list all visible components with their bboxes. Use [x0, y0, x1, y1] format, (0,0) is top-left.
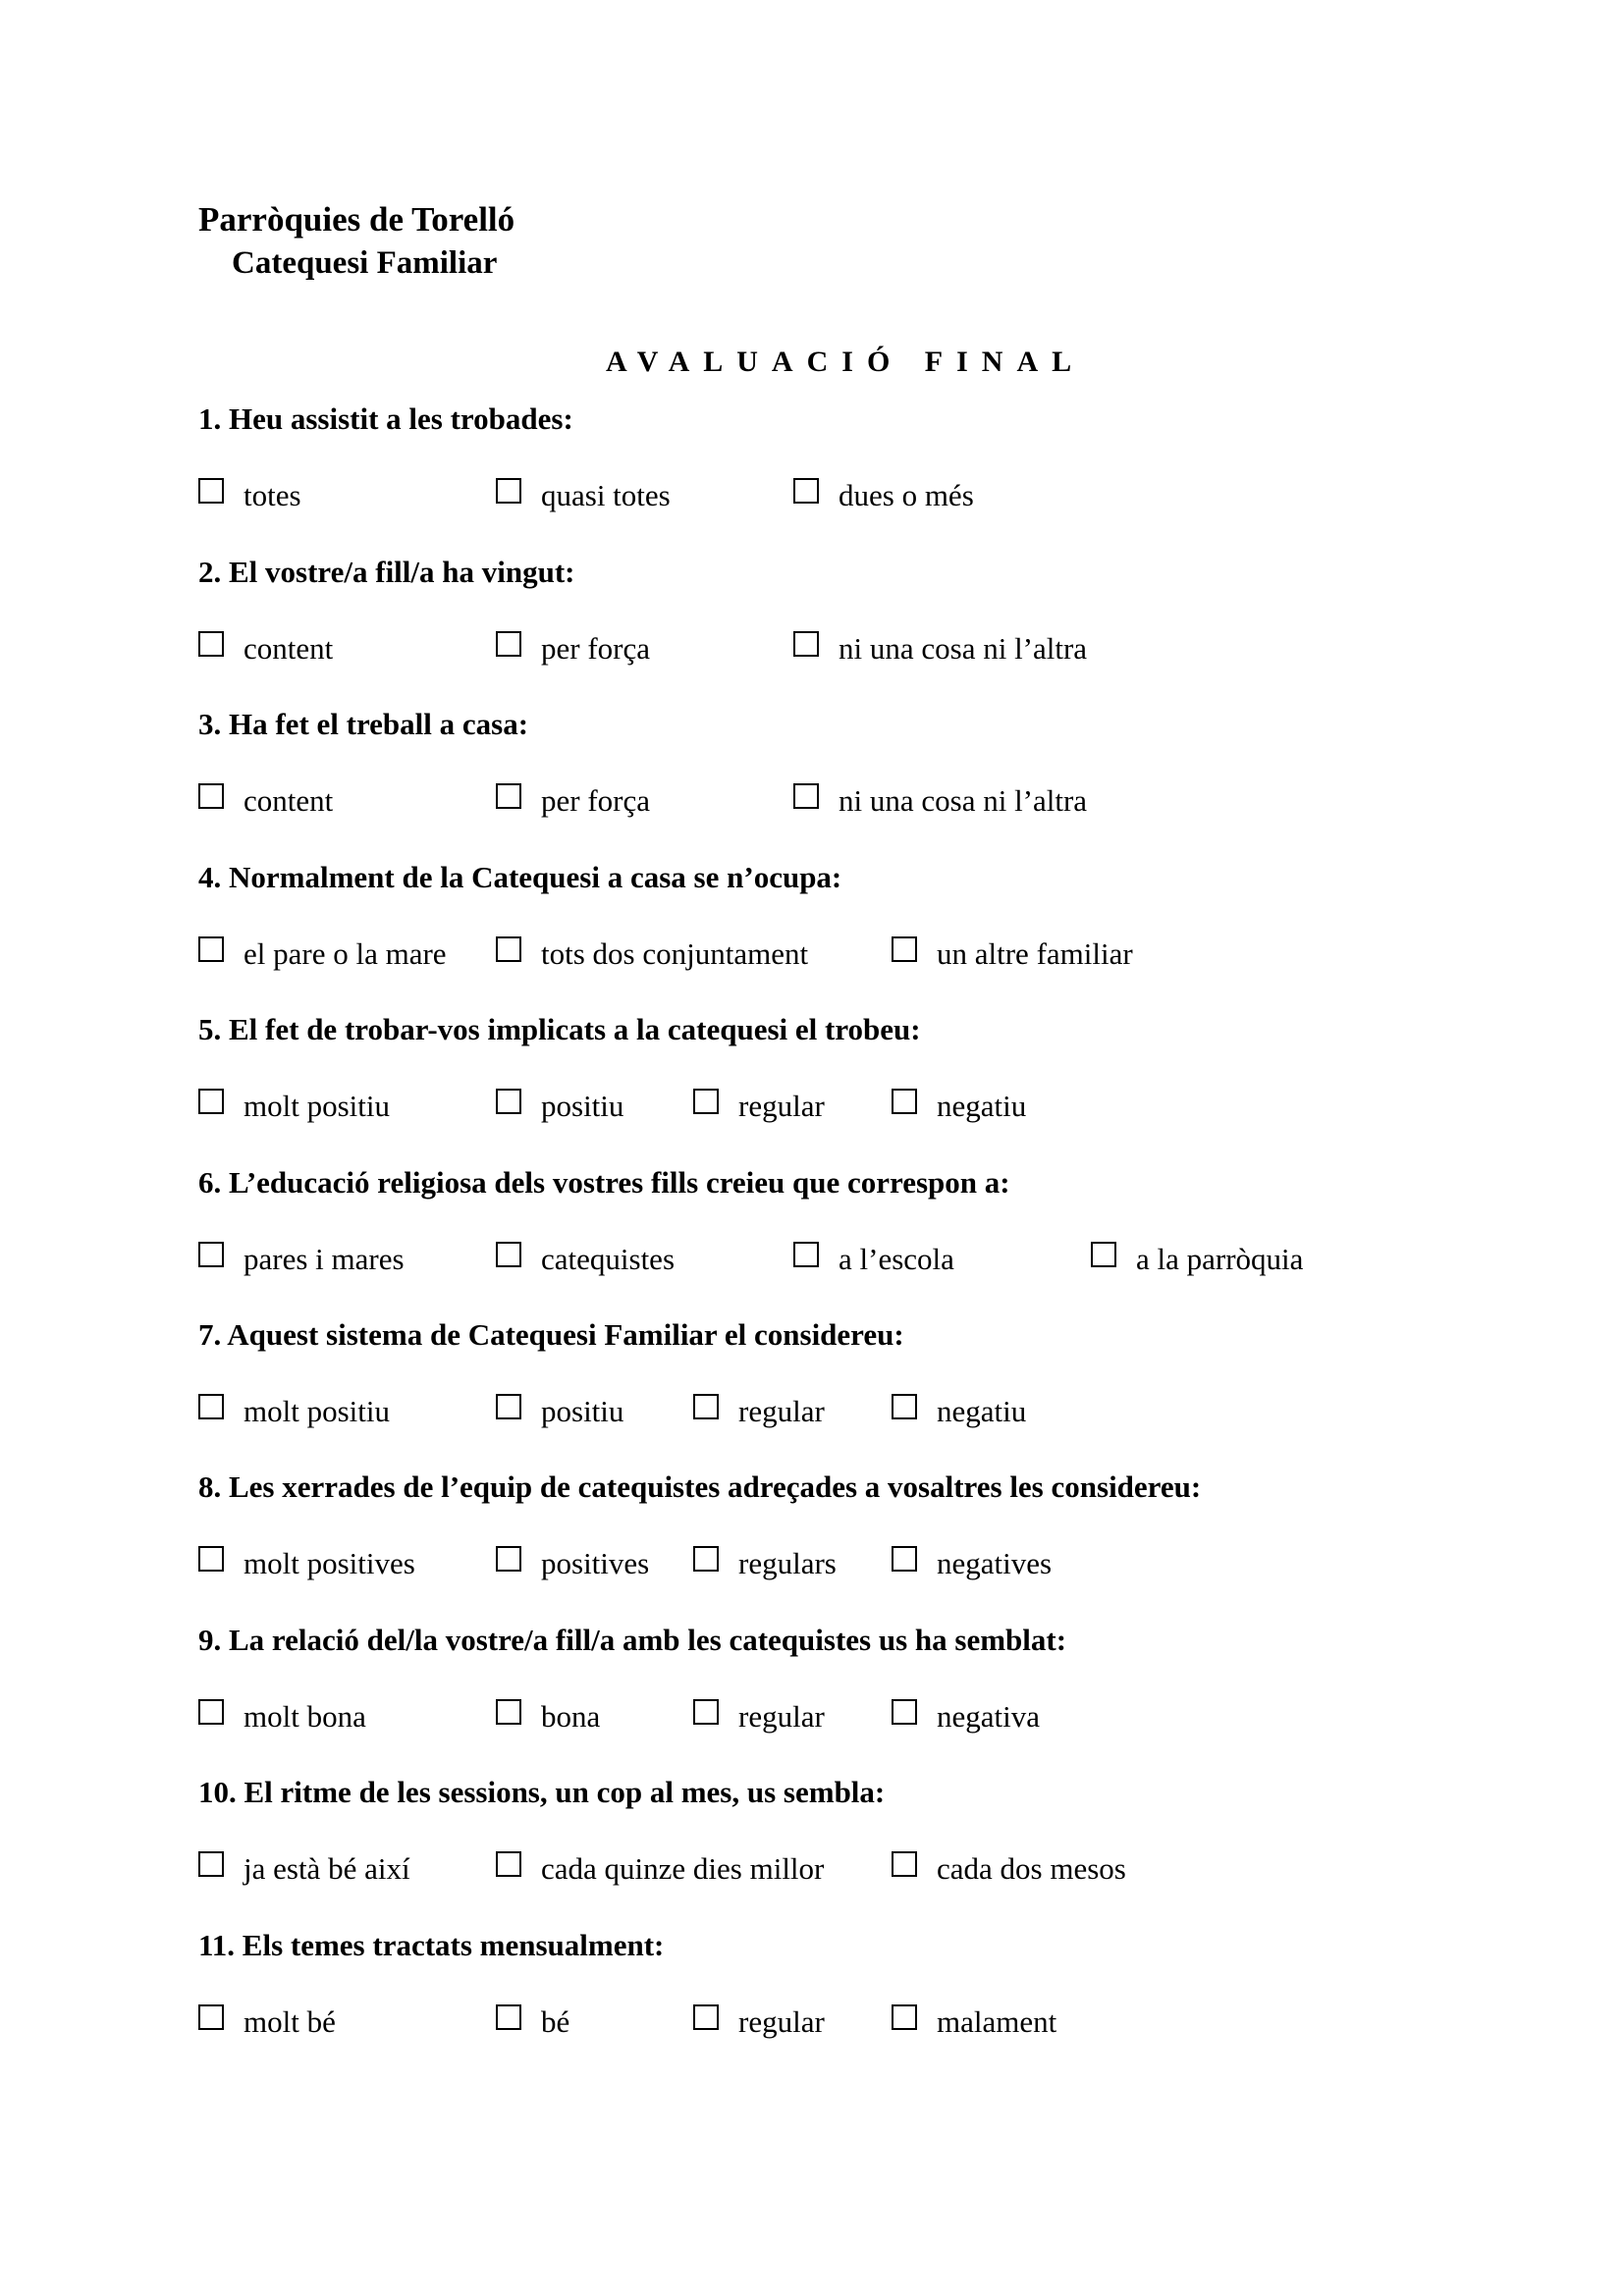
- parish-name: Parròquies de Torelló: [198, 200, 515, 239]
- option-label: positiu: [541, 1394, 624, 1428]
- option-label: per força: [541, 783, 650, 818]
- option-label: regular: [738, 1089, 825, 1123]
- option-label: negatiu: [937, 1089, 1027, 1123]
- option-label: ni una cosa ni l’altra: [839, 783, 1088, 818]
- option-label: cada dos mesos: [937, 1851, 1126, 1886]
- checkbox-icon[interactable]: [793, 478, 819, 504]
- option-label: content: [244, 631, 334, 666]
- option-label: tots dos conjuntament: [541, 936, 809, 971]
- checkbox-icon[interactable]: [198, 1546, 224, 1572]
- checkbox-icon[interactable]: [496, 783, 521, 809]
- option-1-2[interactable]: [496, 478, 671, 513]
- option-5-2[interactable]: [496, 1089, 623, 1124]
- option-label: molt bona: [244, 1699, 366, 1734]
- option-7-2[interactable]: [496, 1394, 623, 1429]
- option-2-2[interactable]: [496, 631, 650, 667]
- checkbox-icon[interactable]: [793, 1242, 819, 1267]
- option-label: positiu: [541, 1089, 624, 1123]
- checkbox-icon[interactable]: [693, 1089, 719, 1114]
- option-label: negativa: [937, 1699, 1041, 1734]
- option-11-2[interactable]: [496, 2004, 569, 2040]
- option-7-1[interactable]: [198, 1394, 390, 1429]
- option-9-3[interactable]: [693, 1699, 825, 1735]
- option-label: regulars: [738, 1546, 837, 1580]
- option-4-2[interactable]: [496, 936, 808, 972]
- option-8-1[interactable]: [198, 1546, 415, 1581]
- option-5-4[interactable]: [892, 1089, 1026, 1124]
- question-2: 2. El vostre/a fill/a ha vingut:: [198, 555, 575, 589]
- option-label: molt bé: [244, 2004, 336, 2039]
- checkbox-icon[interactable]: [793, 783, 819, 809]
- option-6-4[interactable]: [1091, 1242, 1303, 1277]
- option-10-3[interactable]: [892, 1851, 1126, 1887]
- option-label: regular: [738, 2004, 825, 2039]
- option-label: a l’escola: [839, 1242, 954, 1276]
- option-label: a la parròquia: [1136, 1242, 1304, 1276]
- option-6-2[interactable]: [496, 1242, 675, 1277]
- option-label: ni una cosa ni l’altra: [839, 631, 1088, 666]
- checkbox-icon[interactable]: [496, 1851, 521, 1877]
- checkbox-icon[interactable]: [693, 1699, 719, 1725]
- checkbox-icon[interactable]: [892, 936, 917, 962]
- checkbox-icon[interactable]: [198, 1242, 224, 1267]
- option-4-3[interactable]: [892, 936, 1133, 972]
- checkbox-icon[interactable]: [496, 936, 521, 962]
- option-label: molt positives: [244, 1546, 415, 1580]
- checkbox-icon[interactable]: [198, 1394, 224, 1419]
- checkbox-icon[interactable]: [496, 478, 521, 504]
- option-9-4[interactable]: [892, 1699, 1040, 1735]
- option-6-1[interactable]: [198, 1242, 405, 1277]
- option-5-3[interactable]: [693, 1089, 825, 1124]
- checkbox-icon[interactable]: [793, 631, 819, 657]
- checkbox-icon[interactable]: [198, 783, 224, 809]
- option-4-1[interactable]: [198, 936, 447, 972]
- checkbox-icon[interactable]: [496, 2004, 521, 2030]
- option-label: bé: [541, 2004, 570, 2039]
- checkbox-icon[interactable]: [693, 1546, 719, 1572]
- option-label: dues o més: [839, 478, 974, 512]
- option-5-1[interactable]: [198, 1089, 390, 1124]
- option-11-3[interactable]: [693, 2004, 825, 2040]
- option-label: molt positiu: [244, 1089, 390, 1123]
- checkbox-icon[interactable]: [892, 1394, 917, 1419]
- option-1-1[interactable]: [198, 478, 301, 513]
- option-9-2[interactable]: [496, 1699, 600, 1735]
- option-label: per força: [541, 631, 650, 666]
- checkbox-icon[interactable]: [892, 1699, 917, 1725]
- option-label: molt positiu: [244, 1394, 390, 1428]
- option-label: quasi totes: [541, 478, 671, 512]
- checkbox-icon[interactable]: [198, 1851, 224, 1877]
- question-1: 1. Heu assistit a les trobades:: [198, 401, 573, 436]
- question-9: 9. La relació del/la vostre/a fill/a amb les catequistes us ha semblat:: [198, 1623, 1067, 1657]
- question-5: 5. El fet de trobar-vos implicats a la catequesi el trobeu:: [198, 1012, 921, 1046]
- question-6: 6. L’educació religiosa dels vostres fills creieu que correspon a:: [198, 1165, 1010, 1200]
- option-9-1[interactable]: [198, 1699, 366, 1735]
- option-11-4[interactable]: [892, 2004, 1056, 2040]
- checkbox-icon[interactable]: [198, 936, 224, 962]
- checkbox-icon[interactable]: [496, 1394, 521, 1419]
- question-4: 4. Normalment de la Catequesi a casa se n’ocupa:: [198, 860, 842, 894]
- checkbox-icon[interactable]: [198, 1089, 224, 1114]
- checkbox-icon[interactable]: [496, 1546, 521, 1572]
- checkbox-icon[interactable]: [198, 631, 224, 657]
- option-label: catequistes: [541, 1242, 676, 1276]
- checkbox-icon[interactable]: [892, 1851, 917, 1877]
- option-label: negatiu: [937, 1394, 1027, 1428]
- checkbox-icon[interactable]: [198, 2004, 224, 2030]
- option-label: content: [244, 783, 334, 818]
- checkbox-icon[interactable]: [496, 1699, 521, 1725]
- option-8-2[interactable]: [496, 1546, 649, 1581]
- checkbox-icon[interactable]: [198, 478, 224, 504]
- checkbox-icon[interactable]: [198, 1699, 224, 1725]
- option-label: totes: [244, 478, 301, 512]
- option-8-4[interactable]: [892, 1546, 1052, 1581]
- option-7-4[interactable]: [892, 1394, 1026, 1429]
- option-label: negatives: [937, 1546, 1053, 1580]
- option-3-2[interactable]: [496, 783, 650, 819]
- question-8: 8. Les xerrades de l’equip de catequistes adreçades a vosaltres les considereu:: [198, 1469, 1202, 1504]
- option-8-3[interactable]: [693, 1546, 837, 1581]
- option-label: regular: [738, 1699, 825, 1734]
- option-3-1[interactable]: [198, 783, 333, 819]
- option-label: regular: [738, 1394, 825, 1428]
- option-1-3[interactable]: [793, 478, 974, 513]
- option-7-3[interactable]: [693, 1394, 825, 1429]
- checkbox-icon[interactable]: [1091, 1242, 1116, 1267]
- checkbox-icon[interactable]: [693, 2004, 719, 2030]
- option-label: pares i mares: [244, 1242, 405, 1276]
- subtitle: Catequesi Familiar: [232, 245, 498, 281]
- checkbox-icon[interactable]: [892, 1089, 917, 1114]
- option-label: positives: [541, 1546, 650, 1580]
- option-6-3[interactable]: [793, 1242, 954, 1277]
- checkbox-icon[interactable]: [892, 2004, 917, 2030]
- option-label: malament: [937, 2004, 1057, 2039]
- option-label: cada quinze dies millor: [541, 1851, 825, 1886]
- question-7: 7. Aquest sistema de Catequesi Familiar el considereu:: [198, 1317, 904, 1352]
- question-11: 11. Els temes tractats mensualment:: [198, 1928, 665, 1962]
- option-label: el pare o la mare: [244, 936, 447, 971]
- option-2-3[interactable]: [793, 631, 1087, 667]
- question-3: 3. Ha fet el treball a casa:: [198, 707, 529, 741]
- option-10-2[interactable]: [496, 1851, 824, 1887]
- question-10: 10. El ritme de les sessions, un cop al mes, us sembla:: [198, 1775, 886, 1809]
- option-label: ja està bé així: [244, 1851, 410, 1886]
- option-label: un altre familiar: [937, 936, 1133, 971]
- page-title: AVALUACIÓ FINAL: [606, 346, 1086, 378]
- checkbox-icon[interactable]: [496, 1242, 521, 1267]
- option-2-1[interactable]: [198, 631, 333, 667]
- checkbox-icon[interactable]: [496, 1089, 521, 1114]
- option-label: bona: [541, 1699, 601, 1734]
- option-11-1[interactable]: [198, 2004, 336, 2040]
- checkbox-icon[interactable]: [693, 1394, 719, 1419]
- option-3-3[interactable]: [793, 783, 1087, 819]
- option-10-1[interactable]: [198, 1851, 410, 1887]
- checkbox-icon[interactable]: [496, 631, 521, 657]
- checkbox-icon[interactable]: [892, 1546, 917, 1572]
